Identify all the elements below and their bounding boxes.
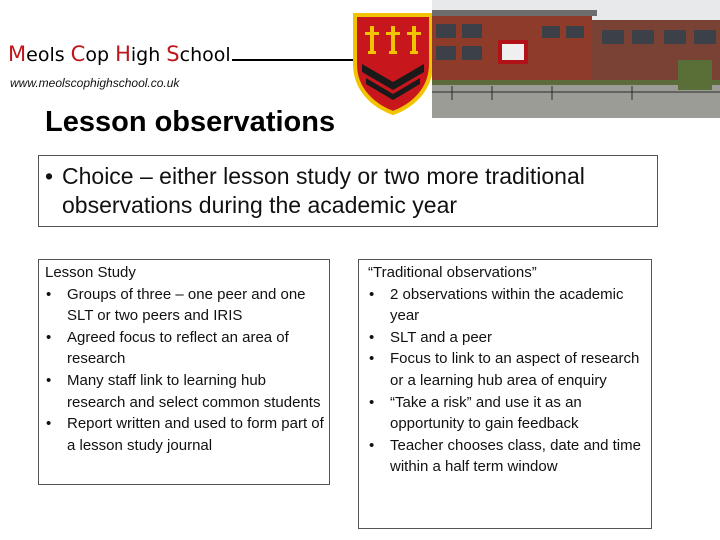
school-building-photo [432, 0, 720, 118]
traditional-observations-heading: “Traditional observations” [368, 264, 537, 281]
bullet-icon: • [369, 393, 375, 411]
list-item: • Groups of three – one peer and one SLT or two peers and IRIS [46, 285, 306, 325]
bullet-icon: • [369, 328, 375, 346]
traditional-observations-list [368, 284, 650, 478]
school-name-word-4: School [166, 42, 231, 66]
school-name-word-3: High [115, 42, 167, 66]
lesson-study-heading: Lesson Study [45, 264, 136, 281]
list-item: • Many staff link to learning hub research and select common students [46, 371, 321, 411]
bullet-icon: • [46, 371, 52, 389]
school-url[interactable]: www.meolscophighschool.co.uk [10, 76, 180, 90]
traditional-observations-content [368, 262, 650, 478]
header-rule [232, 59, 360, 61]
bullet-icon: • [369, 436, 375, 454]
lesson-study-list [45, 284, 325, 457]
list-item: • Teacher chooses class, date and time within a half term window [369, 436, 641, 476]
school-name [8, 42, 231, 66]
list-item: • Report written and used to form part of a lesson study journal [46, 415, 324, 454]
bullet-icon: • [369, 350, 375, 368]
bullet-icon: • [46, 415, 52, 433]
school-name-word-2: Cop [70, 42, 116, 66]
page-title: Lesson observations [45, 106, 336, 138]
school-name-word-1: Meols [8, 42, 71, 66]
lesson-study-content [45, 262, 325, 456]
list-item: • SLT and a peer [368, 327, 650, 349]
list-item: • Agreed focus to reflect an area of research [46, 328, 289, 368]
choice-text: Choice – either lesson study or two more traditional observations during the academic year [62, 163, 585, 218]
bullet-icon: • [46, 328, 52, 346]
bullet-icon: • [45, 163, 54, 189]
list-item: • 2 observations within the academic year [369, 285, 624, 325]
list-item: • Focus to link to an aspect of research or a learning hub area of enquiry [369, 350, 640, 389]
choice-bullet [45, 162, 655, 220]
bullet-icon: • [369, 285, 375, 303]
list-item: • “Take a risk” and use it as an opportunity to gain feedback [369, 393, 582, 433]
school-crest-icon [352, 12, 434, 116]
bullet-icon: • [46, 285, 52, 303]
